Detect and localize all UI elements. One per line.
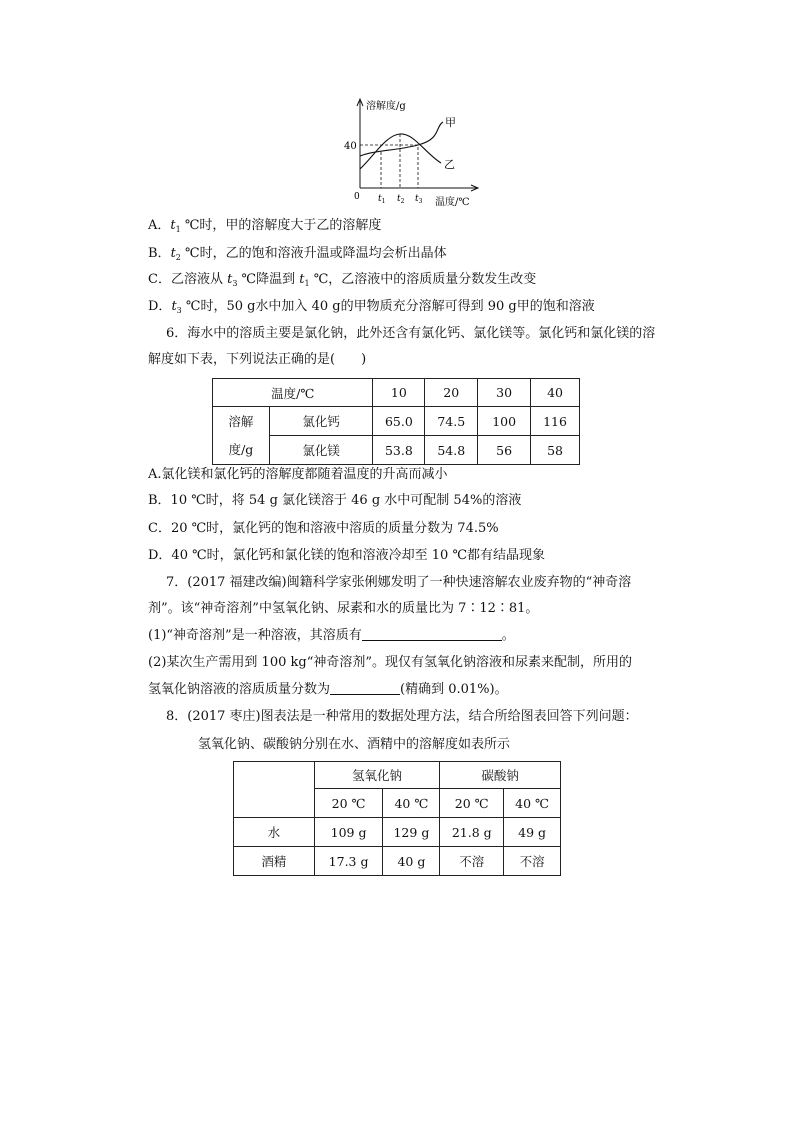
series-label-jia: 甲 [445, 116, 456, 129]
q8-temp-cell: 40 ℃ [504, 789, 561, 818]
q8-value-cell: 17.3 g [314, 847, 383, 876]
q5-option-a: A．$t_1$ ℃时，甲的溶解度大于乙的溶解度 [148, 218, 382, 234]
q6-option-c: C．20 ℃时，氯化钙的饱和溶液中溶质的质量分数为 74.5% [148, 521, 499, 536]
q8-row-name: 酒精 [234, 847, 315, 876]
answer-blank[interactable] [330, 681, 400, 695]
origin-label: 0 [354, 192, 360, 202]
q6-temp-cell: 10 [373, 379, 425, 407]
q6-value-cell: 116 [531, 407, 580, 436]
q6-value-cell: 54.8 [425, 436, 478, 465]
q6-stem-line1: 6．海水中的溶质主要是氯化钠，此外还含有氯化钙、氯化镁等。氯化钙和氯化镁的溶 [166, 326, 656, 341]
q6-temp-cell: 40 [531, 379, 580, 407]
q8-temp-cell: 40 ℃ [383, 789, 440, 818]
q6-header-label: 温度/℃ [213, 379, 373, 407]
q8-stem: 8．(2017 枣庄)图表法是一种常用的数据处理方法，结合所给图表回答下列问题： [166, 709, 638, 724]
series-line-yi [360, 134, 441, 169]
answer-blank[interactable] [362, 627, 502, 641]
q8-value-cell: 109 g [314, 818, 383, 847]
x-tick-label: $t_2$ [397, 194, 405, 205]
q8-value-cell: 21.8 g [440, 818, 504, 847]
x-axis-label: 温度/℃ [435, 197, 470, 208]
q5-option-b: B．$t_2$ ℃时，乙的饱和溶液升温或降温均会析出晶体 [148, 246, 447, 262]
q6-value-cell: 53.8 [373, 436, 425, 465]
q7-stem-line2: 剂”。该“神奇溶剂”中氢氧化钠、尿素和水的质量比为 7∶12∶81。 [148, 601, 539, 616]
q6-value-cell: 58 [531, 436, 580, 465]
q6-value-cell: 65.0 [373, 407, 425, 436]
q8-temp-cell: 20 ℃ [314, 789, 383, 818]
q6-row-name: 氯化钙 [269, 407, 373, 436]
q8-table-caption: 氢氧化钠、碳酸钠分别在水、酒精中的溶解度如表所示 [198, 737, 511, 752]
q8-temp-cell: 20 ℃ [440, 789, 504, 818]
y-axis-label: 溶解度/g [366, 101, 406, 112]
y-tick-label: 40 [344, 141, 357, 152]
q7-subquestion-1: (1)“神奇溶剂”是一种溶液，其溶质有 。 [148, 628, 515, 643]
q6-stem-line2: 解度如下表，下列说法正确的是( ) [148, 352, 367, 367]
q6-value-cell: 100 [478, 407, 531, 436]
q6-row-name: 氯化镁 [269, 436, 373, 465]
q6-temp-cell: 30 [478, 379, 531, 407]
solubility-chart [340, 93, 490, 208]
q6-solubility-table [212, 378, 580, 465]
q8-value-cell: 不溶 [504, 847, 561, 876]
q6-option-b: B．10 ℃时，将 54 g 氯化镁溶于 46 g 水中可配制 54%的溶液 [148, 493, 522, 508]
q8-col-group: 氢氧化钠 [314, 762, 440, 789]
q8-col-group: 碳酸钠 [440, 762, 561, 789]
q6-option-d: D．40 ℃时，氯化钙和氯化镁的饱和溶液冷却至 10 ℃都有结晶现象 [148, 548, 545, 563]
q8-value-cell: 40 g [383, 847, 440, 876]
q8-row-name: 水 [234, 818, 315, 847]
q6-value-cell: 56 [478, 436, 531, 465]
q5-option-d: D．$t_3$ ℃时，50 g水中加入 40 g的甲物质充分溶解可得到 90 g甲的饱和溶液 [148, 299, 595, 315]
q5-option-c: C．乙溶液从 $t_3$ ℃降温到 $t_1$ ℃，乙溶液中的溶质质量分数发生改变 [148, 272, 537, 288]
q6-value-cell: 74.5 [425, 407, 478, 436]
q6-group-label-1: 溶解 [228, 413, 254, 429]
q8-value-cell: 129 g [383, 818, 440, 847]
series-label-yi: 乙 [444, 158, 455, 171]
q7-subquestion-2-line2: 氢氧化钠溶液的溶质质量分数为 (精确到 0.01%)。 [148, 682, 508, 697]
q6-group-label-2: 度/g [228, 441, 254, 457]
x-tick-label: $t_3$ [415, 194, 423, 205]
q8-value-cell: 49 g [504, 818, 561, 847]
x-tick-label: $t_1$ [378, 194, 386, 205]
q6-option-a: A.氯化镁和氯化钙的溶解度都随着温度的升高而减小 [148, 467, 448, 482]
q7-subquestion-2-line1: (2)某次生产需用到 100 kg“神奇溶剂”。现仅有氢氧化钠溶液和尿素来配制，所用的 [148, 655, 632, 670]
q6-temp-cell: 20 [425, 379, 478, 407]
q8-corner-cell [234, 762, 315, 818]
q8-solubility-table [233, 761, 561, 876]
q6-group-label [213, 407, 270, 465]
q8-value-cell: 不溶 [440, 847, 504, 876]
series-line-jia [360, 122, 443, 156]
q7-stem-line1: 7．(2017 福建改编)闽籍科学家张俐娜发明了一种快速溶解农业废弃物的“神奇溶 [166, 575, 632, 590]
